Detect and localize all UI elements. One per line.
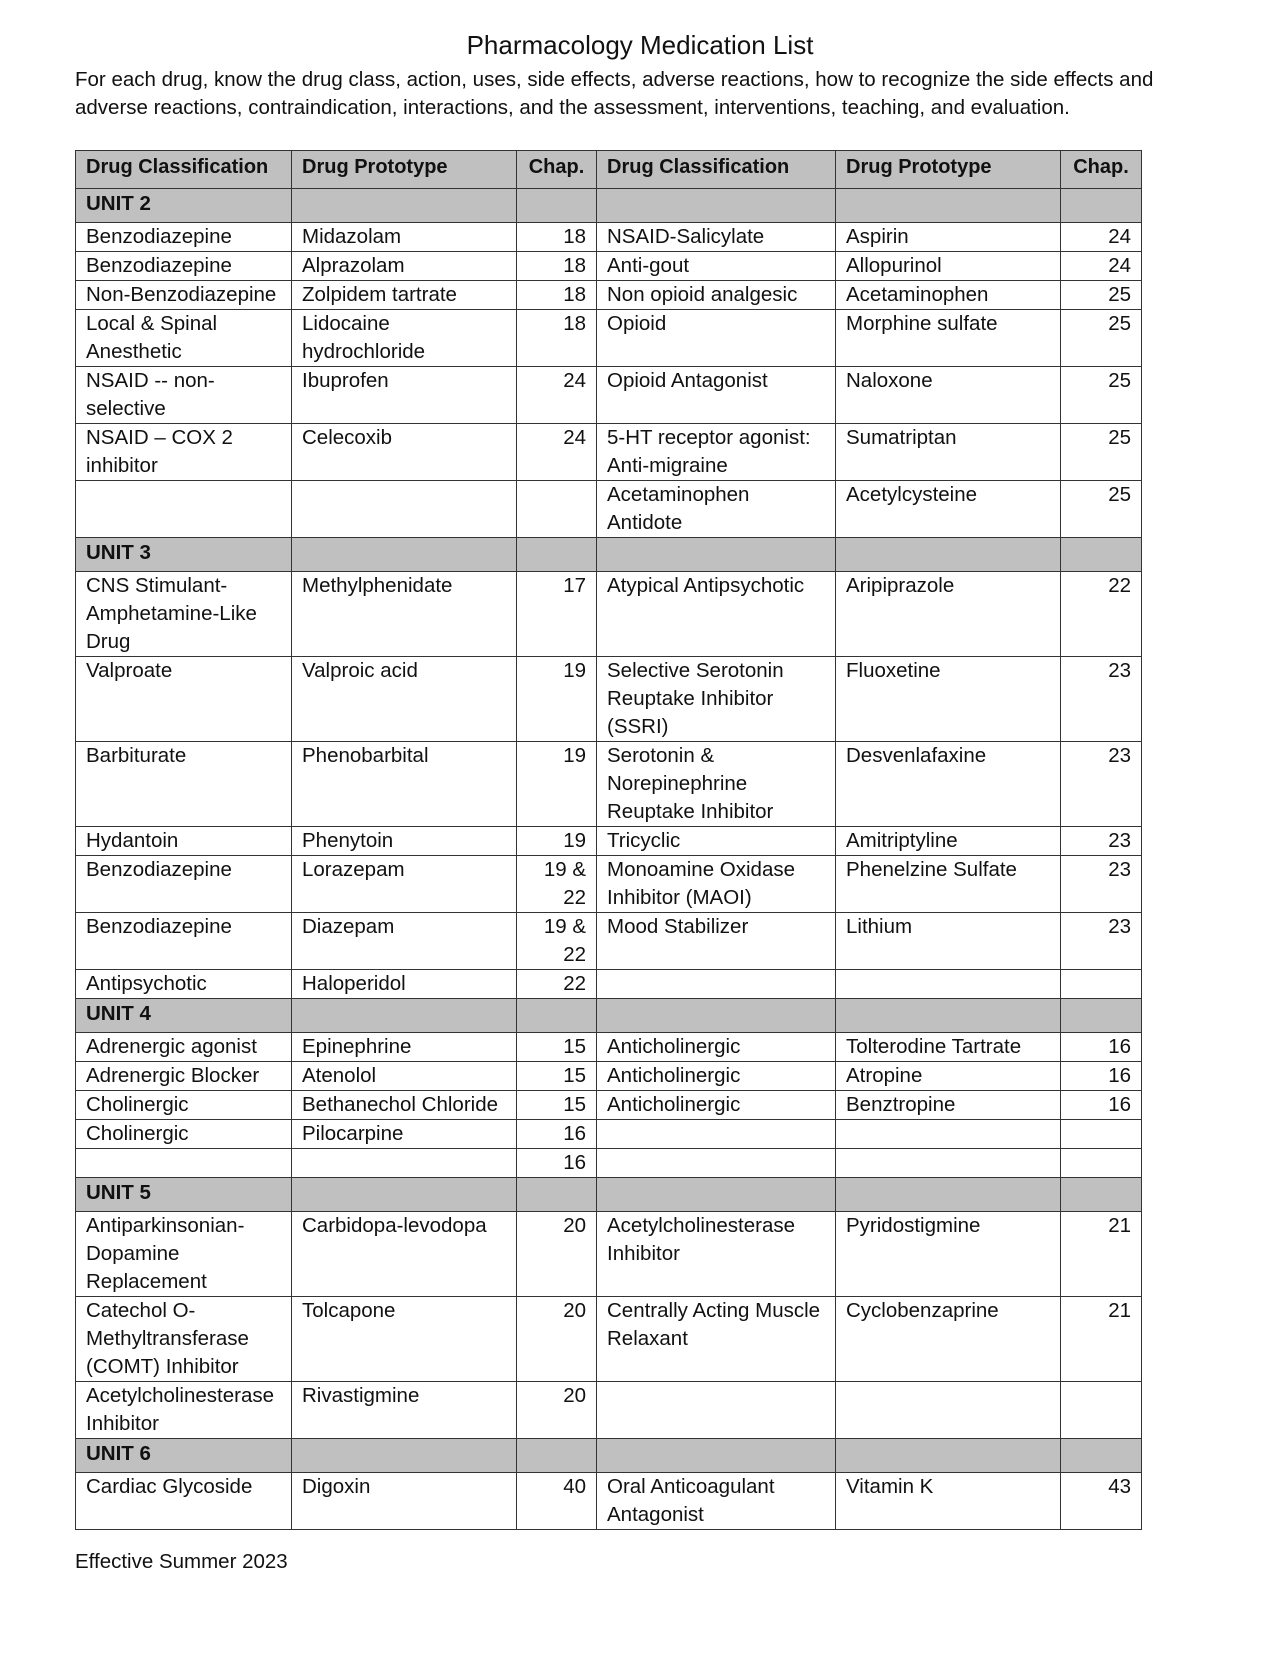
drug-prototype-cell: Rivastigmine bbox=[292, 1382, 517, 1439]
chapter-cell-2: 25 bbox=[1061, 424, 1142, 481]
unit-header-cell bbox=[597, 1439, 836, 1473]
chapter-cell: 15 bbox=[517, 1033, 597, 1062]
unit-header-row bbox=[76, 1178, 1142, 1212]
chapter-cell: 16 bbox=[517, 1149, 597, 1178]
drug-prototype-cell-2: Pyridostigmine bbox=[836, 1212, 1061, 1297]
drug-prototype-cell bbox=[292, 481, 517, 538]
drug-prototype-cell bbox=[292, 1149, 517, 1178]
header-row bbox=[76, 151, 1142, 189]
drug-classification-cell: CNS Stimulant-Amphetamine-Like Drug bbox=[76, 572, 292, 657]
unit-header-cell bbox=[836, 999, 1061, 1033]
chapter-cell-2: 16 bbox=[1061, 1091, 1142, 1120]
chapter-cell-2: 23 bbox=[1061, 742, 1142, 827]
drug-classification-cell: Acetylcholinesterase Inhibitor bbox=[76, 1382, 292, 1439]
drug-classification-cell: Antiparkinsonian-Dopamine Replacement bbox=[76, 1212, 292, 1297]
drug-classification-cell: Hydantoin bbox=[76, 827, 292, 856]
chapter-cell: 19 & 22 bbox=[517, 913, 597, 970]
chapter-cell: 15 bbox=[517, 1062, 597, 1091]
drug-classification-cell-2 bbox=[597, 1149, 836, 1178]
chapter-cell-2: 21 bbox=[1061, 1212, 1142, 1297]
drug-classification-cell: Valproate bbox=[76, 657, 292, 742]
drug-classification-cell-2 bbox=[597, 970, 836, 999]
unit-label: UNIT 5 bbox=[76, 1178, 292, 1212]
unit-header-cell bbox=[836, 1439, 1061, 1473]
unit-header-cell bbox=[1061, 1439, 1142, 1473]
drug-classification-cell-2: Anticholinergic bbox=[597, 1033, 836, 1062]
unit-header-cell bbox=[292, 189, 517, 223]
table-row bbox=[76, 310, 1142, 367]
unit-header-cell bbox=[836, 538, 1061, 572]
drug-classification-cell-2: Monoamine Oxidase Inhibitor (MAOI) bbox=[597, 856, 836, 913]
drug-classification-cell-2 bbox=[597, 1382, 836, 1439]
header-drug-prototype-2: Drug Prototype bbox=[836, 151, 1061, 189]
unit-header-cell bbox=[597, 538, 836, 572]
drug-prototype-cell-2: Acetaminophen bbox=[836, 281, 1061, 310]
drug-prototype-cell: Midazolam bbox=[292, 223, 517, 252]
unit-label: UNIT 3 bbox=[76, 538, 292, 572]
drug-classification-cell-2: Serotonin & Norepinephrine Reuptake Inhibitor bbox=[597, 742, 836, 827]
chapter-cell-2: 24 bbox=[1061, 252, 1142, 281]
drug-prototype-cell-2 bbox=[836, 1120, 1061, 1149]
table-row bbox=[76, 1033, 1142, 1062]
chapter-cell-2: 23 bbox=[1061, 827, 1142, 856]
drug-prototype-cell-2: Atropine bbox=[836, 1062, 1061, 1091]
unit-header-cell bbox=[836, 1178, 1061, 1212]
drug-prototype-cell-2: Amitriptyline bbox=[836, 827, 1061, 856]
drug-prototype-cell-2: Sumatriptan bbox=[836, 424, 1061, 481]
drug-classification-cell-2 bbox=[597, 1120, 836, 1149]
table-row bbox=[76, 281, 1142, 310]
unit-header-cell bbox=[517, 1178, 597, 1212]
chapter-cell-2 bbox=[1061, 1149, 1142, 1178]
drug-prototype-cell-2: Tolterodine Tartrate bbox=[836, 1033, 1061, 1062]
table-row bbox=[76, 481, 1142, 538]
drug-prototype-cell-2: Allopurinol bbox=[836, 252, 1061, 281]
page-title: Pharmacology Medication List bbox=[466, 30, 814, 60]
drug-classification-cell: Benzodiazepine bbox=[76, 856, 292, 913]
chapter-cell-2: 25 bbox=[1061, 481, 1142, 538]
header-drug-prototype: Drug Prototype bbox=[292, 151, 517, 189]
header-chapter-2: Chap. bbox=[1061, 151, 1142, 189]
drug-classification-cell: Cholinergic bbox=[76, 1120, 292, 1149]
unit-header-cell bbox=[292, 1178, 517, 1212]
chapter-cell-2: 16 bbox=[1061, 1033, 1142, 1062]
drug-prototype-cell-2: Benztropine bbox=[836, 1091, 1061, 1120]
drug-classification-cell: Adrenergic Blocker bbox=[76, 1062, 292, 1091]
drug-classification-cell: Benzodiazepine bbox=[76, 252, 292, 281]
table-row bbox=[76, 970, 1142, 999]
drug-classification-cell-2: Selective Serotonin Reuptake Inhibitor (SSRI) bbox=[597, 657, 836, 742]
chapter-cell: 22 bbox=[517, 970, 597, 999]
drug-classification-cell-2: Acetylcholinesterase Inhibitor bbox=[597, 1212, 836, 1297]
table-row bbox=[76, 1473, 1142, 1530]
drug-prototype-cell-2: Vitamin K bbox=[836, 1473, 1061, 1530]
drug-prototype-cell-2: Fluoxetine bbox=[836, 657, 1061, 742]
unit-header-cell bbox=[292, 1439, 517, 1473]
drug-prototype-cell: Celecoxib bbox=[292, 424, 517, 481]
table-row bbox=[76, 1382, 1142, 1439]
chapter-cell: 16 bbox=[517, 1120, 597, 1149]
unit-header-cell bbox=[597, 1178, 836, 1212]
drug-classification-cell bbox=[76, 481, 292, 538]
drug-prototype-cell: Zolpidem tartrate bbox=[292, 281, 517, 310]
drug-classification-cell: NSAID -- non-selective bbox=[76, 367, 292, 424]
drug-prototype-cell: Diazepam bbox=[292, 913, 517, 970]
unit-label: UNIT 4 bbox=[76, 999, 292, 1033]
table-row bbox=[76, 1297, 1142, 1382]
drug-classification-cell-2: Tricyclic bbox=[597, 827, 836, 856]
unit-header-cell bbox=[292, 538, 517, 572]
drug-prototype-cell: Atenolol bbox=[292, 1062, 517, 1091]
drug-classification-cell-2: Anticholinergic bbox=[597, 1062, 836, 1091]
unit-header-cell bbox=[597, 189, 836, 223]
unit-label: UNIT 2 bbox=[76, 189, 292, 223]
drug-classification-cell-2: NSAID-Salicylate bbox=[597, 223, 836, 252]
drug-classification-cell: Catechol O-Methyltransferase (COMT) Inhibitor bbox=[76, 1297, 292, 1382]
table-row bbox=[76, 367, 1142, 424]
chapter-cell: 18 bbox=[517, 281, 597, 310]
drug-prototype-cell-2 bbox=[836, 1149, 1061, 1178]
table-row bbox=[76, 827, 1142, 856]
unit-header-cell bbox=[1061, 538, 1142, 572]
drug-classification-cell: Non-Benzodiazepine bbox=[76, 281, 292, 310]
drug-prototype-cell: Phenobarbital bbox=[292, 742, 517, 827]
chapter-cell: 18 bbox=[517, 223, 597, 252]
drug-prototype-cell-2: Lithium bbox=[836, 913, 1061, 970]
unit-header-row bbox=[76, 1439, 1142, 1473]
drug-prototype-cell-2: Naloxone bbox=[836, 367, 1061, 424]
unit-header-cell bbox=[597, 999, 836, 1033]
table-row bbox=[76, 572, 1142, 657]
table-row bbox=[76, 913, 1142, 970]
drug-prototype-cell-2: Phenelzine Sulfate bbox=[836, 856, 1061, 913]
table-row bbox=[76, 1091, 1142, 1120]
chapter-cell-2: 16 bbox=[1061, 1062, 1142, 1091]
drug-classification-cell: Cardiac Glycoside bbox=[76, 1473, 292, 1530]
chapter-cell: 20 bbox=[517, 1382, 597, 1439]
unit-header-row bbox=[76, 189, 1142, 223]
drug-prototype-cell: Phenytoin bbox=[292, 827, 517, 856]
header-drug-classification-2: Drug Classification bbox=[597, 151, 836, 189]
table-row bbox=[76, 856, 1142, 913]
chapter-cell: 24 bbox=[517, 367, 597, 424]
drug-prototype-cell: Digoxin bbox=[292, 1473, 517, 1530]
drug-prototype-cell: Carbidopa-levodopa bbox=[292, 1212, 517, 1297]
table-row bbox=[76, 657, 1142, 742]
medication-table bbox=[75, 150, 1142, 1530]
drug-prototype-cell: Ibuprofen bbox=[292, 367, 517, 424]
drug-classification-cell-2: Acetaminophen Antidote bbox=[597, 481, 836, 538]
unit-header-cell bbox=[517, 1439, 597, 1473]
unit-header-cell bbox=[517, 999, 597, 1033]
table-row bbox=[76, 223, 1142, 252]
drug-classification-cell: Benzodiazepine bbox=[76, 223, 292, 252]
table-row bbox=[76, 424, 1142, 481]
chapter-cell: 20 bbox=[517, 1297, 597, 1382]
drug-prototype-cell-2 bbox=[836, 1382, 1061, 1439]
table-body bbox=[76, 189, 1142, 1530]
chapter-cell-2: 22 bbox=[1061, 572, 1142, 657]
drug-prototype-cell: Lorazepam bbox=[292, 856, 517, 913]
drug-classification-cell-2: Opioid Antagonist bbox=[597, 367, 836, 424]
header-drug-classification: Drug Classification bbox=[76, 151, 292, 189]
drug-prototype-cell-2: Aspirin bbox=[836, 223, 1061, 252]
chapter-cell: 19 bbox=[517, 657, 597, 742]
chapter-cell: 20 bbox=[517, 1212, 597, 1297]
unit-label: UNIT 6 bbox=[76, 1439, 292, 1473]
drug-classification-cell: Local & Spinal Anesthetic bbox=[76, 310, 292, 367]
unit-header-cell bbox=[1061, 999, 1142, 1033]
table-row bbox=[76, 742, 1142, 827]
chapter-cell: 19 bbox=[517, 827, 597, 856]
drug-classification-cell: NSAID – COX 2 inhibitor bbox=[76, 424, 292, 481]
table-row bbox=[76, 1149, 1142, 1178]
chapter-cell-2: 43 bbox=[1061, 1473, 1142, 1530]
chapter-cell-2 bbox=[1061, 970, 1142, 999]
table-row bbox=[76, 252, 1142, 281]
drug-classification-cell-2: Non opioid analgesic bbox=[597, 281, 836, 310]
table-row bbox=[76, 1212, 1142, 1297]
drug-prototype-cell: Lidocaine hydrochloride bbox=[292, 310, 517, 367]
unit-header-cell bbox=[1061, 1178, 1142, 1212]
unit-header-cell bbox=[517, 189, 597, 223]
unit-header-cell bbox=[1061, 189, 1142, 223]
chapter-cell-2: 23 bbox=[1061, 856, 1142, 913]
chapter-cell: 40 bbox=[517, 1473, 597, 1530]
drug-prototype-cell-2: Morphine sulfate bbox=[836, 310, 1061, 367]
drug-prototype-cell: Alprazolam bbox=[292, 252, 517, 281]
drug-classification-cell: Cholinergic bbox=[76, 1091, 292, 1120]
drug-classification-cell-2: Opioid bbox=[597, 310, 836, 367]
drug-prototype-cell-2: Aripiprazole bbox=[836, 572, 1061, 657]
table-row bbox=[76, 1062, 1142, 1091]
chapter-cell bbox=[517, 481, 597, 538]
drug-prototype-cell: Pilocarpine bbox=[292, 1120, 517, 1149]
chapter-cell-2 bbox=[1061, 1382, 1142, 1439]
chapter-cell: 24 bbox=[517, 424, 597, 481]
drug-classification-cell-2: Centrally Acting Muscle Relaxant bbox=[597, 1297, 836, 1382]
footer-effective-date: Effective Summer 2023 bbox=[75, 1550, 288, 1573]
drug-prototype-cell: Bethanechol Chloride bbox=[292, 1091, 517, 1120]
drug-classification-cell-2: Anti-gout bbox=[597, 252, 836, 281]
intro-paragraph: For each drug, know the drug class, action, uses, side effects, adverse reactions, how to recognize the side effects and adverse reactions, contraindication, interactions, and the assessment, interventions, teaching, and evaluation. bbox=[75, 68, 1154, 119]
chapter-cell: 19 bbox=[517, 742, 597, 827]
unit-header-row bbox=[76, 999, 1142, 1033]
drug-prototype-cell-2: Desvenlafaxine bbox=[836, 742, 1061, 827]
chapter-cell-2: 25 bbox=[1061, 367, 1142, 424]
drug-prototype-cell: Haloperidol bbox=[292, 970, 517, 999]
chapter-cell-2: 23 bbox=[1061, 913, 1142, 970]
table-row bbox=[76, 1120, 1142, 1149]
chapter-cell-2 bbox=[1061, 1120, 1142, 1149]
unit-header-cell bbox=[836, 189, 1061, 223]
drug-classification-cell-2: Oral Anticoagulant Antagonist bbox=[597, 1473, 836, 1530]
chapter-cell: 19 & 22 bbox=[517, 856, 597, 913]
drug-classification-cell-2: 5-HT receptor agonist: Anti-migraine bbox=[597, 424, 836, 481]
drug-classification-cell: Adrenergic agonist bbox=[76, 1033, 292, 1062]
chapter-cell: 18 bbox=[517, 252, 597, 281]
drug-prototype-cell: Epinephrine bbox=[292, 1033, 517, 1062]
unit-header-cell bbox=[292, 999, 517, 1033]
chapter-cell: 15 bbox=[517, 1091, 597, 1120]
table-header bbox=[76, 151, 1142, 189]
unit-header-row bbox=[76, 538, 1142, 572]
unit-header-cell bbox=[517, 538, 597, 572]
drug-prototype-cell-2 bbox=[836, 970, 1061, 999]
chapter-cell: 17 bbox=[517, 572, 597, 657]
drug-prototype-cell: Tolcapone bbox=[292, 1297, 517, 1382]
header-chapter: Chap. bbox=[517, 151, 597, 189]
chapter-cell-2: 23 bbox=[1061, 657, 1142, 742]
drug-prototype-cell-2: Cyclobenzaprine bbox=[836, 1297, 1061, 1382]
drug-classification-cell: Antipsychotic bbox=[76, 970, 292, 999]
drug-classification-cell-2: Mood Stabilizer bbox=[597, 913, 836, 970]
drug-prototype-cell-2: Acetylcysteine bbox=[836, 481, 1061, 538]
drug-prototype-cell: Valproic acid bbox=[292, 657, 517, 742]
chapter-cell-2: 24 bbox=[1061, 223, 1142, 252]
drug-classification-cell bbox=[76, 1149, 292, 1178]
drug-classification-cell: Barbiturate bbox=[76, 742, 292, 827]
drug-classification-cell-2: Atypical Antipsychotic bbox=[597, 572, 836, 657]
drug-classification-cell: Benzodiazepine bbox=[76, 913, 292, 970]
chapter-cell-2: 21 bbox=[1061, 1297, 1142, 1382]
drug-prototype-cell: Methylphenidate bbox=[292, 572, 517, 657]
chapter-cell: 18 bbox=[517, 310, 597, 367]
chapter-cell-2: 25 bbox=[1061, 281, 1142, 310]
drug-classification-cell-2: Anticholinergic bbox=[597, 1091, 836, 1120]
chapter-cell-2: 25 bbox=[1061, 310, 1142, 367]
